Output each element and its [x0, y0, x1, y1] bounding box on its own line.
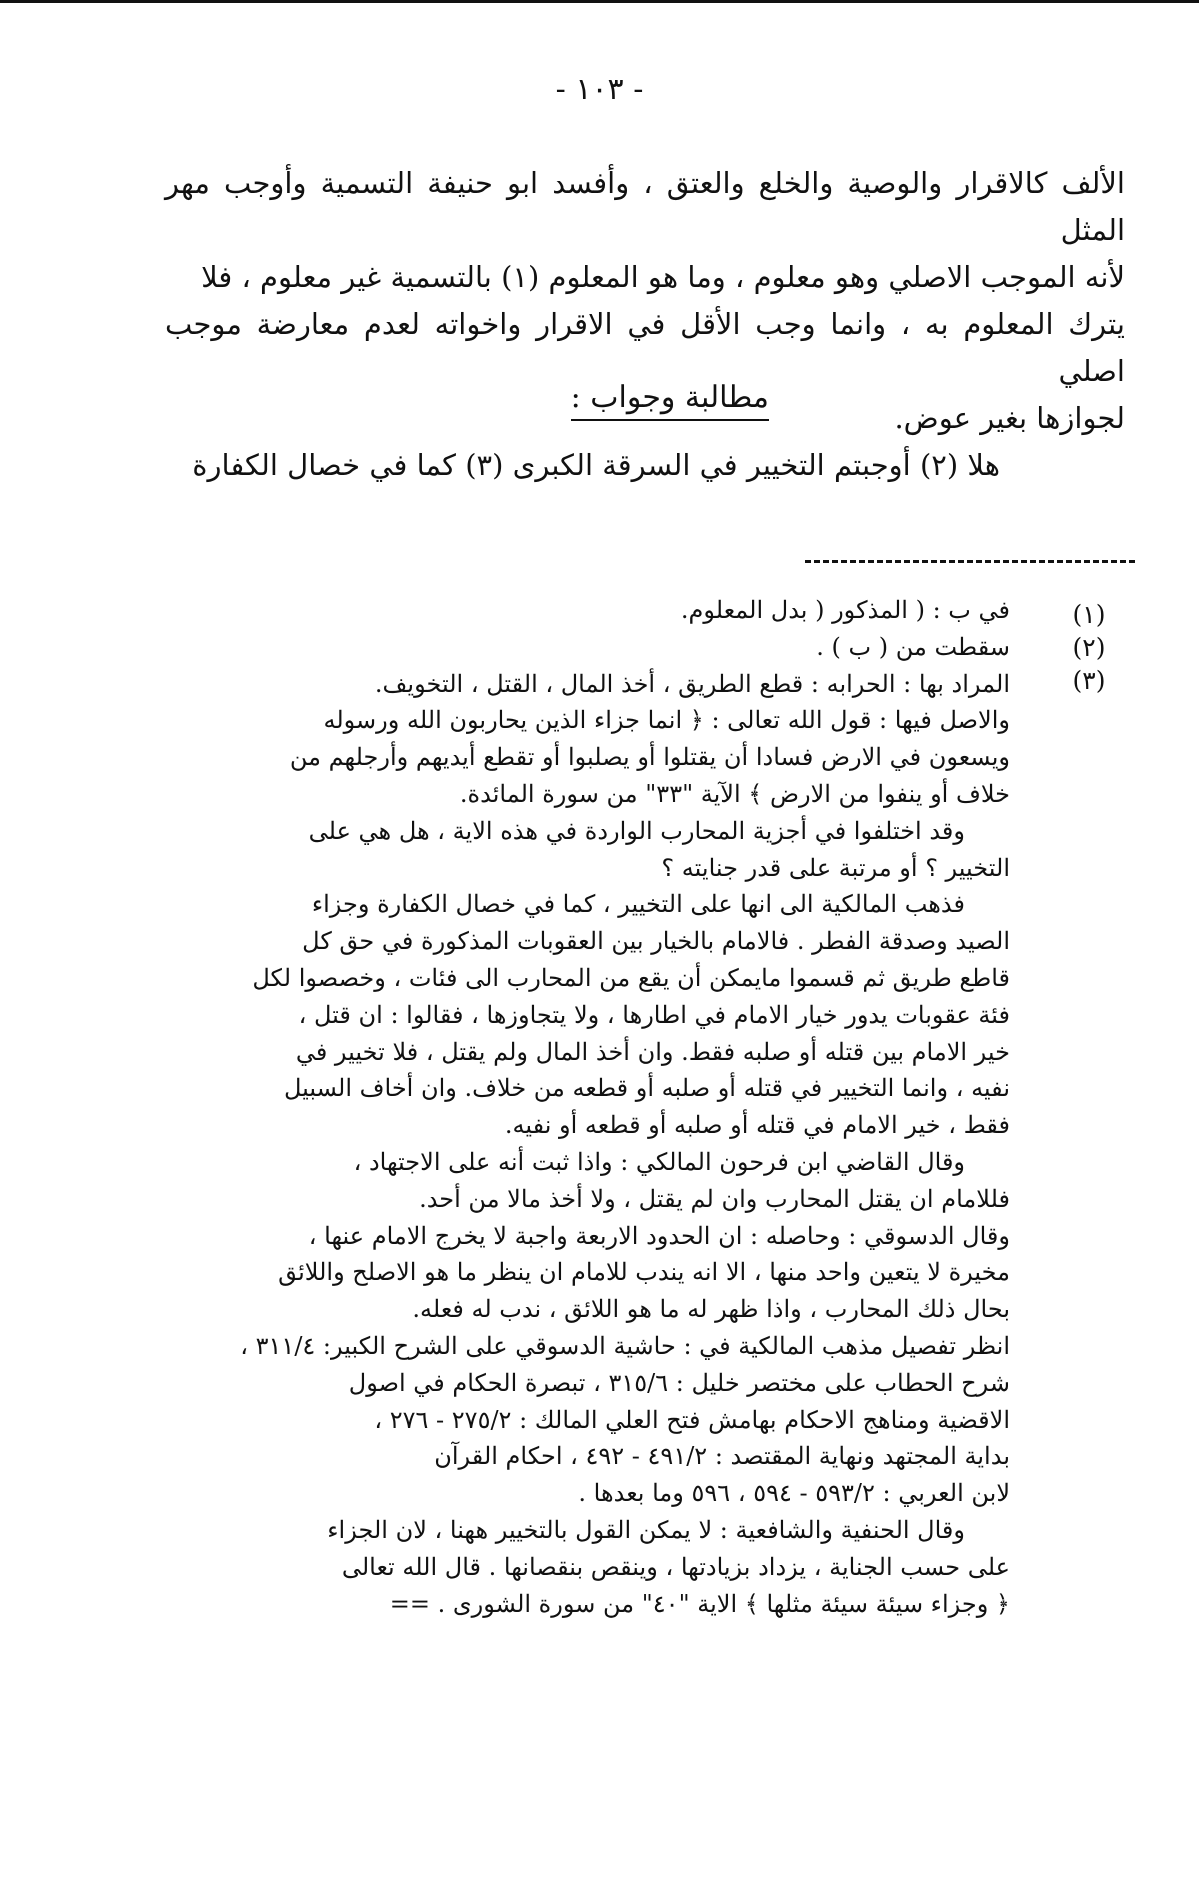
body-line: الألف كالاقرار والوصية والخلع والعتق ، وأفسد ابو حنيفة التسمية وأوجب مهر المثل: [165, 166, 1125, 247]
footnote-line: الاقضية ومناهج الاحكام بهامش فتح العلي المالك : ٢٧٥/٢ - ٢٧٦ ،: [374, 1405, 1010, 1434]
footnote-line: فئة عقوبات يدور خيار الامام في اطارها ، ولا يتجاوزها ، فقالوا : ان قتل ،: [298, 1000, 1010, 1029]
footnote-line: فقط ، خير الامام في قتله أو صلبه أو قطعه أو نفيه.: [504, 1111, 1010, 1140]
footnote-line: نفيه ، وانما التخيير في قتله أو صلبه أو قطعه من خلاف. وان أخاف السبيل: [283, 1074, 1010, 1103]
footnotes: [160, 592, 1010, 1622]
question-line: هلا (٢) أوجبتم التخيير في السرقة الكبرى (٣) كما في خصال الكفارة: [192, 448, 1000, 482]
footnote-line: فذهب المالكية الى انها على التخيير ، كما في خصال الكفارة وجزاء: [311, 890, 965, 919]
footnote-markers: [1054, 598, 1124, 697]
footnote-line: انظر تفصيل مذهب المالكية في : حاشية الدسوقي على الشرح الكبير: ٣١١/٤ ،: [240, 1331, 1010, 1360]
footnote-line: خلاف أو ينفوا من الارض ﴾ الآية "٣٣" من سورة المائدة.: [459, 779, 1010, 808]
footnote-line: فللامام ان يقتل المحارب وان لم يقتل ، ولا أخذ مالا من أحد.: [419, 1184, 1010, 1213]
footnote-marker-3: (٣): [1072, 666, 1106, 695]
footnote-marker-2: (٢): [1072, 633, 1106, 662]
footnote-line: الصيد وصدقة الفطر . فالامام بالخيار بين العقوبات المذكورة في حق كل: [302, 927, 1010, 956]
body-line: يترك المعلوم به ، وانما وجب الأقل في الاقرار واخواته لعدم معارضة موجب اصلي: [165, 307, 1125, 388]
footnote-line: خير الامام بين قتله أو صلبه فقط. وان أخذ المال ولم يقتل ، فلا تخيير في: [295, 1037, 1010, 1066]
body-line: لأنه الموجب الاصلي وهو معلوم ، وما هو المعلوم (١) بالتسمية غير معلوم ، فلا: [201, 260, 1125, 294]
footnote-line: وقد اختلفوا في أجزية المحارب الواردة في هذه الاية ، هل هي على: [308, 816, 965, 845]
footnote-line: ويسعون في الارض فسادا أن يقتلوا أو يصلبوا أو تقطع أيديهم وأرجلهم من: [289, 743, 1010, 772]
footnote-line: بداية المجتهد ونهاية المقتصد : ٤٩١/٢ - ٤٩٢ ، احكام القرآن: [434, 1442, 1010, 1471]
top-border-line: [0, 0, 1199, 3]
footnote-line: وقال القاضي ابن فرحون المالكي : واذا ثبت أنه على الاجتهاد ،: [353, 1147, 965, 1176]
footnote-line: في ب : ( المذكور ( بدل المعلوم.: [680, 596, 1010, 624]
footnote-line: سقطت من ( ب ) .: [816, 632, 1010, 661]
section-heading: مطالبة وجواب :: [571, 380, 769, 421]
footnote-line: المراد بها : الحرابه : قطع الطريق ، أخذ المال ، القتل ، التخويف.: [374, 669, 1010, 698]
footnote-line: التخيير ؟ أو مرتبة على قدر جنايته ؟: [661, 853, 1010, 882]
footnote-line: قاطع طريق ثم قسموا مايمكن أن يقع من المحارب الى فئات ، وخصصوا لكل: [252, 963, 1010, 992]
footnote-line: لابن العربي : ٥٩٣/٢ - ٥٩٤ ، ٥٩٦ وما بعدها .: [578, 1479, 1010, 1508]
footnote-divider: [805, 560, 1135, 563]
footnote-line: والاصل فيها : قول الله تعالى : ﴿ انما جزاء الذين يحاربون الله ورسوله: [323, 706, 1010, 735]
footnote-line: شرح الحطاب على مختصر خليل : ٣١٥/٦ ، تبصرة الحكام في اصول: [348, 1368, 1010, 1397]
footnote-marker-1: (١): [1072, 600, 1106, 629]
footnote-line: بحال ذلك المحارب ، واذا ظهر له ما هو اللائق ، ندب له فعله.: [412, 1295, 1010, 1324]
footnote-line: مخيرة لا يتعين واحد منها ، الا انه يندب للامام ان ينظر ما هو الاصلح واللائق: [278, 1258, 1010, 1287]
footnote-line: وقال الدسوقي : وحاصله : ان الحدود الاربعة واجبة لا يخرج الامام عنها ،: [308, 1221, 1010, 1250]
footnote-line: وقال الحنفية والشافعية : لا يمكن القول بالتخيير ههنا ، لان الجزاء: [327, 1515, 965, 1544]
footnote-line: ﴿ وجزاء سيئة سيئة مثلها ﴾ الاية "٤٠" من سورة الشورى . ==: [389, 1589, 1010, 1618]
body-line: لجوازها بغير عوض.: [894, 401, 1125, 435]
footnote-line: على حسب الجناية ، يزداد بزيادتها ، وينقص بنقصانها . قال الله تعالى: [341, 1552, 1010, 1581]
page-number: - ١٠٣ -: [555, 72, 644, 107]
